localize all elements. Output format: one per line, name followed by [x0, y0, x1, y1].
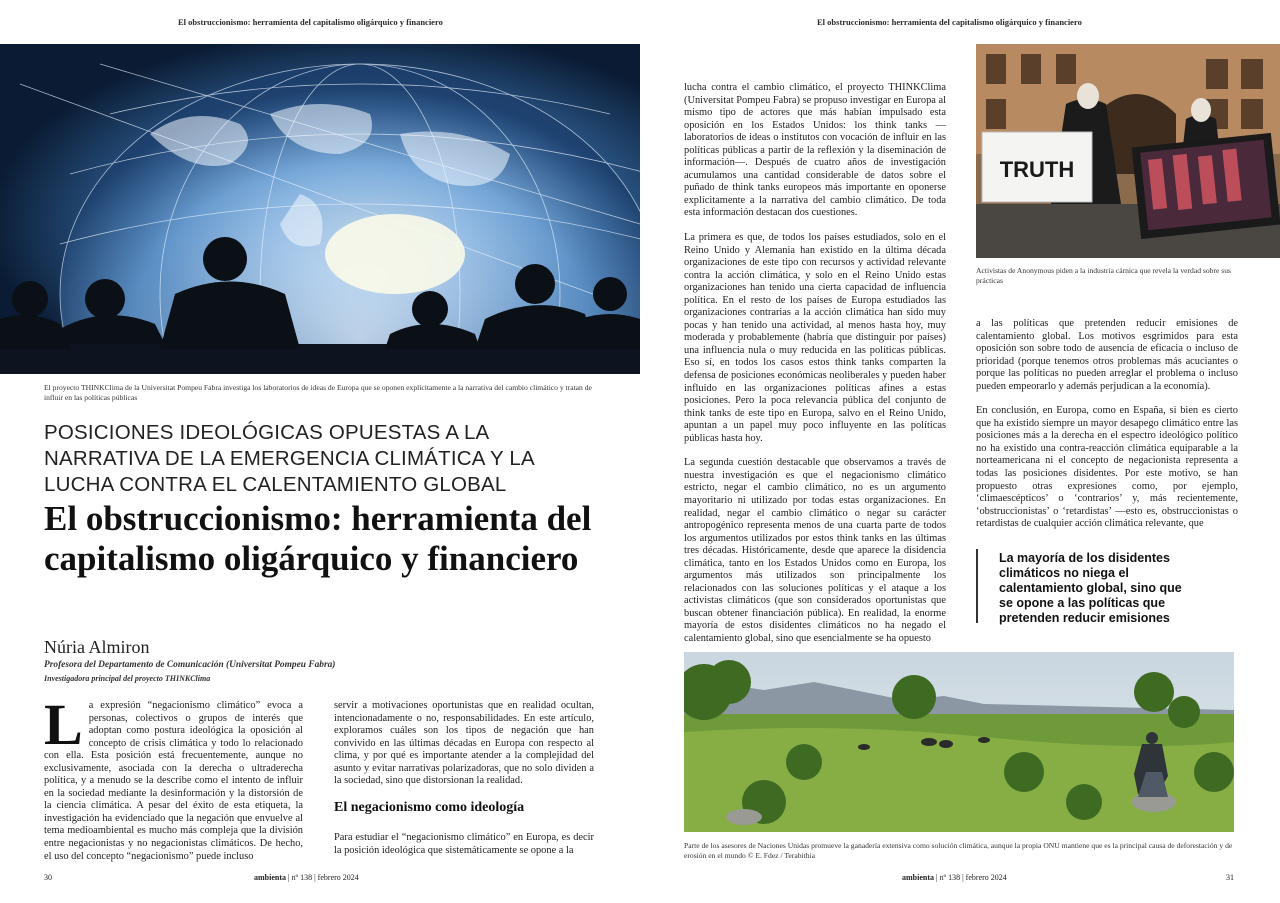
right-col2-paragraph-2: En conclusión, en Europa, como en España, si bien es cierto que ha existido siempre un mayor desapego climático entre las posiciones más a la derecha en el espectro ideológico político no ha existido una contra-reacción climática equiparable a la norteamericana ni el concepto de negacionista representa a todas las posiciones disidentes. Por este motivo, se han propuesto otras expresiones como, por ejemplo, ‘climaescépticos’ o ‘contrarios’ y, más recientemente, ‘obstruccionistas’ o ‘retardistas’ —esto es, obstruccionistas o retardistas de cualquier acción climática relevante, que	[976, 405, 1238, 530]
col1-text: a expresión “negacionismo climático” evoca a personas, colectivos o grupos de interés que adoptan como postura ideológica la oposición al concepto de crisis climática y todo lo relacionado con ella. Esta posición está frecuentemente, aunque no exclusivamente, asociada con la derecha o ultraderecha política, y a menudo se la describe como el intento de influir en la sociedad mediante la desinformación y la distorsión de la ciencia climática. A pesar del éxito de esta etiqueta, la investigación ha evidenciado que la negación que envuelve al tema medioambiental es mucho más compleja que la división entre negacionistas y no negacionistas climáticos. De hecho, el uso del concepto “negacionismo” puede incluso	[44, 700, 303, 862]
left-column-2	[334, 700, 594, 800]
running-head-right: El obstruccionismo: herramienta del capitalismo oligárquico y financiero	[817, 17, 1082, 27]
right-col1-paragraph-1: lucha contra el cambio climático, el proyecto THINKClima (Universitat Pompeu Fabra) se propuso investigar en Europa al mismo tipo de actores que más habían impulsado esta oposición en los Estados Unidos: los think tanks —laboratorios de ideas o institutos con vocación de influir en las políticas públicas a partir de la reflexión y la diseminación de información—. Después de cuatro años de investigación acumulamos una cantidad considerable de datos sobre el puñado de think tanks europeos más importante en oponerse explícitamente a la narrativa del cambio climático. De toda esta información destacan dos cuestiones.	[684, 82, 947, 219]
subhead: El negacionismo como ideología	[334, 800, 525, 815]
article-title: El obstruccionismo: herramienta del capitalismo oligárquico y financiero	[44, 499, 592, 578]
right-footer	[902, 873, 1007, 882]
truth-sign: TRUTH	[999, 157, 1075, 182]
right-col1-paragraph-3: La segunda cuestión destacable que observamos a través de nuestra investigación es que el negacionismo climático estricto, negar el cambio climático, no es un argumento mayoritario ni utilizado por todas estas organizaciones. En realidad, negar el cambio climático o negar su carácter antropogénico representa menos de una cuarta parte de todos los argumentos utilizados por estos think tanks en las últimas tres décadas. Históricamente, desde que aparece la disidencia climática, tanto en los Estados Unidos como en Europa, los argumentos más utilizados son principalmente los relacionados con las soluciones políticas y el ataque a los activistas climáticos (que son considerados oportunistas que buscan obtener financiación pública). En realidad, la enorme mayoría de estos disidentes climáticos no ha negado el calentamiento global, sino que esencialmente se ha opuesto	[684, 457, 946, 644]
author-role-2: Investigadora principal del proyecto THINKClima	[44, 674, 211, 683]
right-page-number: 31	[1226, 873, 1234, 882]
author-name: Núria Almiron	[44, 637, 150, 657]
left-issue: | nº 138 | febrero 2024	[286, 873, 359, 882]
globe-meeting-photo	[0, 44, 640, 374]
article-kicker: POSICIONES IDEOLÓGICAS OPUESTAS A LA NARRATIVA DE LA EMERGENCIA CLIMÁTICA Y LA LUCHA CONTRA EL CALENTAMIENTO GLOBAL	[44, 421, 534, 496]
hero-photo-caption: El proyecto THINKClima de la Universitat Pompeu Fabra investiga los laboratorios de ideas de Europa que se oponen explícitamente a la narrativa del cambio climático y tratan de influir en las políticas públicas	[44, 383, 592, 402]
right-pub-name: ambienta	[902, 873, 934, 882]
right-col2-paragraph-1: a las políticas que pretenden reducir emisiones de calentamiento global. Los motivos esgrimidos para esta oposición son sobre todo de ausencia de eficacia o incluso de prioridad (porque tenemos otros problemas más acuciantes o porque las políticas no pueden arreglar el problema o incluso pueden empeorarlo y además perjudican a la economía).	[976, 318, 1238, 392]
right-col1-paragraph-2: La primera es que, de todos los países estudiados, solo en el Reino Unido y Alemania han existido en la última década organizaciones de este tipo con recursos y actividad relevante contra la acción climática, y solo en el Reino Unido estas organizaciones han tenido una cierta capacidad de influencia política. En el resto de los países de Europa estudiados las organizaciones contrarias a la acción climática han sido muy pocas y han tenido una actividad, al menos hasta hoy, muy moderada y probablemente (habría que distinguir por países) una influencia nula o muy reducida en las políticas públicas. Eso sí, en todos los casos estos think tanks comparten la defensa de posiciones económicas neoliberales y pueden haber influido en las organizaciones políticas afines a estas posiciones. Pero la poca relevancia pública del conjunto de think tanks de este tipo en Europa, salvo en el Reino Unido, apuntan a un papel muy poco influyente en las políticas públicas hasta hoy.	[684, 232, 946, 444]
col2-paragraph: servir a motivaciones oportunistas que en realidad ocultan, intencionadamente o no, responsabilidades. En este artículo, exploramos cuáles son los tipos de negación que han convivido en las últimas décadas en Europa con respecto al clima, y por qué es importante atender a la complejidad del asunto y evitar narrativas polarizadoras, que no solo dividen a la sociedad, sino que distorsionan la realidad.	[334, 700, 594, 787]
left-page-number: 30	[44, 873, 52, 882]
pullquote-rule	[976, 549, 978, 623]
running-head-left: El obstruccionismo: herramienta del capitalismo oligárquico y financiero	[178, 17, 443, 27]
left-footer	[254, 873, 359, 882]
right-column-2	[976, 318, 1238, 543]
pullquote: La mayoría de los disidentes climáticos no niega el calentamiento global, sino que se opone a las políticas que pretenden reducir emisiones	[999, 551, 1182, 625]
col2-paragraph-b: Para estudiar el “negacionismo climático” en Europa, es decir la posición ideológica que sistemáticamente se opone a la	[334, 832, 594, 856]
author-role-1: Profesora del Departamento de Comunicación (Universitat Pompeu Fabra)	[44, 660, 336, 670]
landscape-photo-caption: Parte de los asesores de Naciones Unidas promueve la ganadería extensiva como solución climática, aunque la propia ONU mantiene que es la principal causa de deforestación y de erosión en el mundo © E. Fdez / Terabithia	[684, 841, 1233, 860]
dropcap: L	[44, 692, 83, 757]
landscape-photo	[684, 652, 1234, 832]
right-issue: | nº 138 | febrero 2024	[934, 873, 1007, 882]
left-column-1	[44, 692, 303, 863]
right-column-1	[684, 82, 946, 658]
left-pub-name: ambienta	[254, 873, 286, 882]
protest-photo-caption: Activistas de Anonymous piden a la industria cárnica que revela la verdad sobre sus prácticas	[976, 266, 1231, 285]
protest-photo	[976, 44, 1280, 258]
